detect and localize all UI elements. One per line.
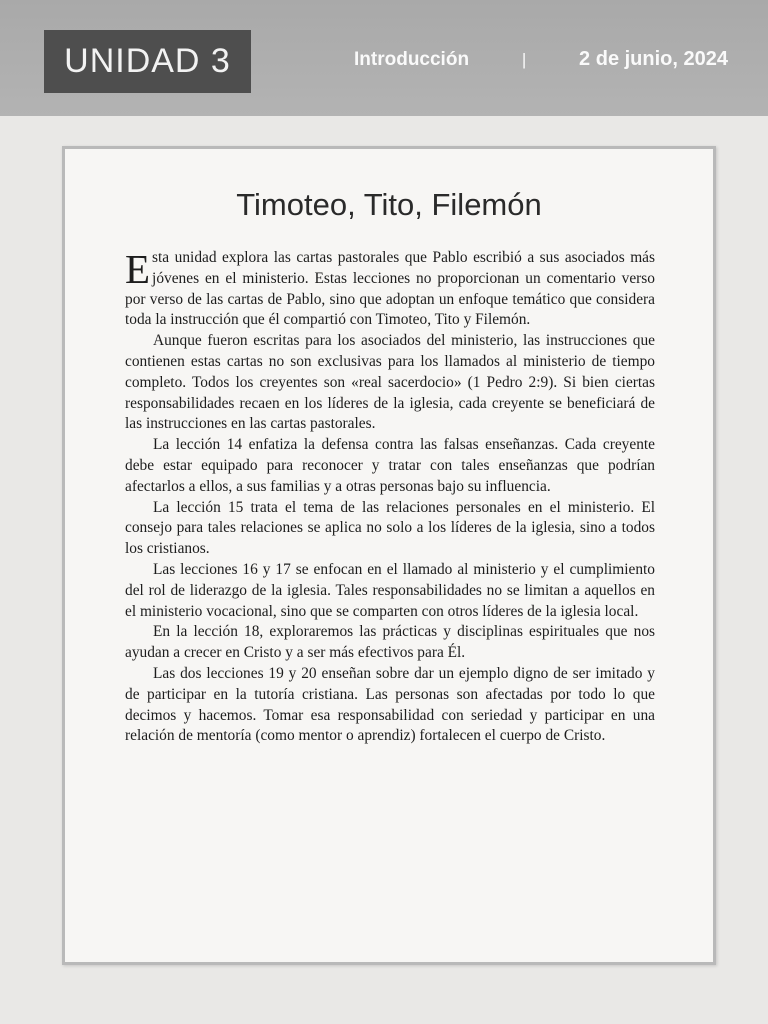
- paragraph: La lección 15 trata el tema de las relaciones personales en el ministerio. El consejo para tales relaciones se aplica no solo a los líderes de la iglesia, sino a todos los cristianos.: [125, 498, 655, 558]
- paragraph-1-text: sta unidad explora las cartas pastorales que Pablo escribió a sus asociados más jóvenes en el ministerio. Estas lecciones no proporcionan un comentario verso por verso de las cartas de Pablo, sino que adoptan un enfoque temático que considera toda la instrucción que él compartió con Timoteo, Tito y Filemón.: [125, 249, 655, 329]
- drop-cap: E: [125, 246, 151, 292]
- unit-label: UNIDAD 3: [64, 42, 231, 80]
- article-title: Timoteo, Tito, Filemón: [236, 187, 542, 222]
- paragraph: En la lección 18, exploraremos las prácticas y disciplinas espirituales que nos ayudan a crecer en Cristo y a ser más efectivos para Él.: [125, 623, 655, 662]
- meta-separator: |: [521, 49, 527, 69]
- header-meta: [354, 48, 728, 71]
- paragraph: La lección 14 enfatiza la defensa contra las falsas enseñanzas. Cada creyente debe estar equipado para reconocer y tratar con tales enseñanzas que podrían afectarlos a ellos, a sus familias y a otras personas bajo su influencia.: [125, 436, 655, 495]
- paragraph: Aunque fueron escritas para los asociados del ministerio, las instrucciones que contienen estas cartas no son exclusivas para los llamados al ministerio de tiempo completo. Todos los creyentes son «real sacerdocio» (1 Pedro 2:9). Si bien ciertas responsabilidades recaen en los líderes de la iglesia, cada creyente se beneficiará de las instrucciones en las cartas pastorales.: [125, 332, 655, 433]
- section-label: Introducción: [354, 48, 470, 70]
- header-band: [0, 0, 768, 116]
- paragraph-1: [125, 248, 655, 331]
- paragraph: Las lecciones 16 y 17 se enfocan en el llamado al ministerio y el cumplimiento del rol de liderazgo de la iglesia. Tales responsabilidades no se limitan a aquellos en el ministerio vocacional, sino que se comparten con otros líderes de la iglesia local.: [125, 560, 655, 620]
- article-card: [62, 146, 716, 965]
- unit-badge: [44, 30, 251, 93]
- article-body: [125, 248, 655, 747]
- paragraph: Las dos lecciones 19 y 20 enseñan sobre dar un ejemplo digno de ser imitado y de participar en la tutoría cristiana. Las personas son afectadas por todo lo que decimos y hacemos. Tomar esa responsabilidad con seriedad y participar en una relación de mentoría (como mentor o aprendiz) fortalecen el cuerpo de Cristo.: [125, 664, 655, 745]
- lesson-date: 2 de junio, 2024: [579, 48, 728, 70]
